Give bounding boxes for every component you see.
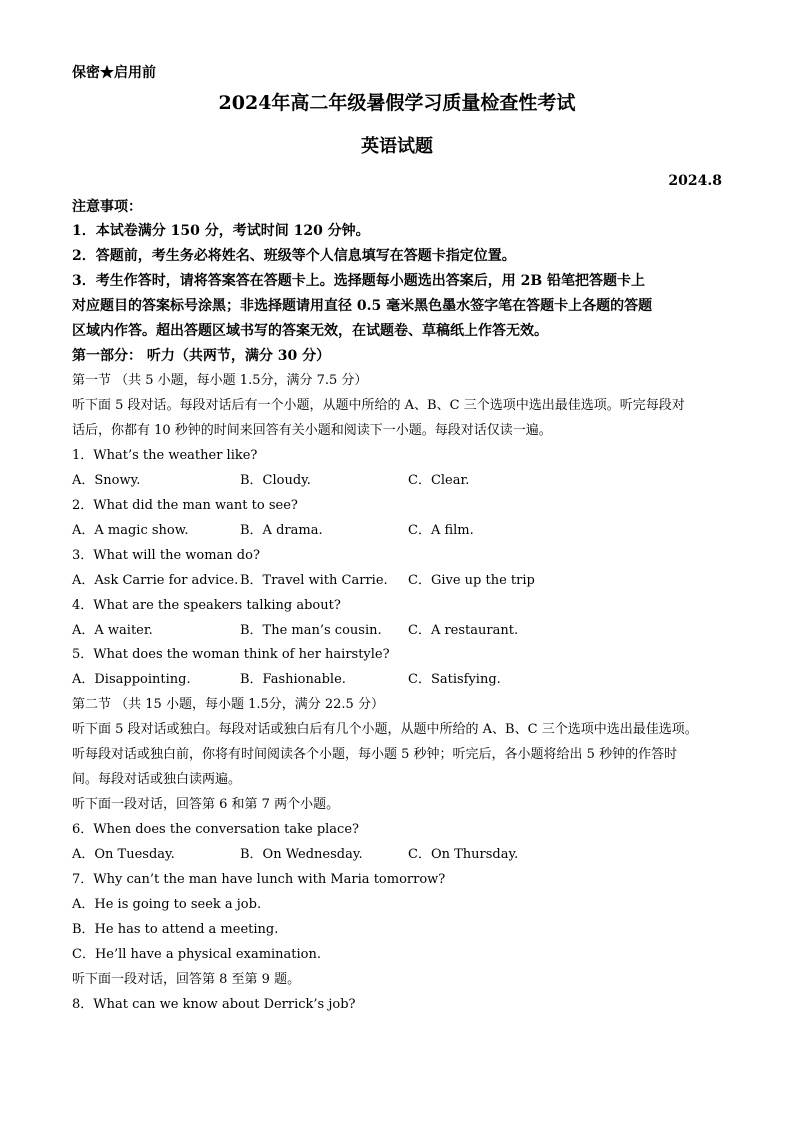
- exam-date: 2024.8: [668, 173, 722, 189]
- option-a: A．A waiter.: [72, 623, 153, 638]
- option-c: C．Clear.: [408, 473, 470, 488]
- question-stem: 1．What’s the weather like?: [72, 448, 258, 463]
- note-item: 2．答题前，考生务必将姓名、班级等个人信息填写在答题卡指定位置。: [72, 248, 516, 264]
- note-item: 3．考生作答时，请将答案答在答题卡上。选择题每小题选出答案后，用 2B 铅笔把答题卡上: [72, 273, 646, 289]
- option-a: A．On Tuesday.: [72, 847, 175, 862]
- option-c: C．He’ll have a physical examination.: [72, 947, 322, 962]
- option-c: C．Satisfying.: [408, 672, 501, 687]
- option-b: B．Fashionable.: [240, 672, 346, 687]
- dialog-intro: 听下面一段对话，回答第 8 至第 9 题。: [72, 972, 301, 987]
- note-item: 对应题目的答案标号涂黑；非选择题请用直径 0.5 毫米黑色墨水签字笔在答题卡上各题的答题: [72, 298, 653, 314]
- section2-instructions: 间。每段对话或独白读两遍。: [72, 772, 242, 787]
- part1-heading: 第一部分： 听力（共两节，满分 30 分）: [72, 348, 331, 364]
- option-c: C．A film.: [408, 523, 474, 538]
- option-a: A．He is going to seek a job.: [72, 897, 262, 912]
- exam-title: 2024年高二年级暑假学习质量检查性考试: [218, 92, 576, 114]
- option-c: C．On Thursday.: [408, 847, 519, 862]
- option-b: B．Cloudy.: [240, 473, 311, 488]
- question-stem: 4．What are the speakers talking about?: [72, 598, 341, 613]
- option-a: A．Disappointing.: [72, 672, 191, 687]
- option-b: B．A drama.: [240, 523, 323, 538]
- notes-heading: 注意事项：: [72, 199, 142, 215]
- option-c: C．Give up the trip: [408, 573, 535, 588]
- section1-heading: 第一节 （共 5 小题，每小题 1.5分，满分 7.5 分）: [72, 373, 368, 388]
- section2-instructions: 听每段对话或独白前，你将有时间阅读各个小题，每小题 5 秒钟；听完后，各小题将给出 5 秒钟的作答时: [72, 747, 678, 762]
- section2-instructions: 听下面 5 段对话或独白。每段对话或独白后有几个小题，从题中所给的 A、B、C 三个选项中选出最佳选项。: [72, 722, 698, 737]
- section1-instructions: 听下面 5 段对话。每段对话后有一个小题，从题中所给的 A、B、C 三个选项中选出最佳选项。听完每段对: [72, 398, 685, 413]
- question-stem: 7．Why can’t the man have lunch with Maria tomorrow?: [72, 872, 446, 887]
- option-a: A．Snowy.: [72, 473, 141, 488]
- note-item: 1．本试卷满分 150 分，考试时间 120 分钟。: [72, 223, 370, 239]
- option-c: C．A restaurant.: [408, 623, 519, 638]
- confidential-label: 保密★启用前: [72, 65, 156, 81]
- question-stem: 8．What can we know about Derrick’s job?: [72, 997, 356, 1012]
- exam-subtitle: 英语试题: [361, 136, 433, 157]
- option-b: B．Travel with Carrie.: [240, 573, 388, 588]
- note-item: 区域内作答。超出答题区域书写的答案无效，在试题卷、草稿纸上作答无效。: [72, 323, 548, 339]
- option-a: A．A magic show.: [72, 523, 189, 538]
- option-a: A．Ask Carrie for advice.: [72, 573, 239, 588]
- question-stem: 2．What did the man want to see?: [72, 498, 298, 513]
- option-b: B．He has to attend a meeting.: [72, 922, 279, 937]
- option-b: B．On Wednesday.: [240, 847, 363, 862]
- section2-heading: 第二节 （共 15 小题，每小题 1.5分，满分 22.5 分）: [72, 697, 384, 712]
- section1-instructions: 话后，你都有 10 秒钟的时间来回答有关小题和阅读下一小题。每段对话仅读一遍。: [72, 423, 552, 438]
- option-b: B．The man’s cousin.: [240, 623, 382, 638]
- question-stem: 6．When does the conversation take place?: [72, 822, 359, 837]
- question-stem: 3．What will the woman do?: [72, 548, 260, 563]
- question-stem: 5．What does the woman think of her hairstyle?: [72, 647, 390, 662]
- dialog-intro: 听下面一段对话，回答第 6 和第 7 两个小题。: [72, 797, 340, 812]
